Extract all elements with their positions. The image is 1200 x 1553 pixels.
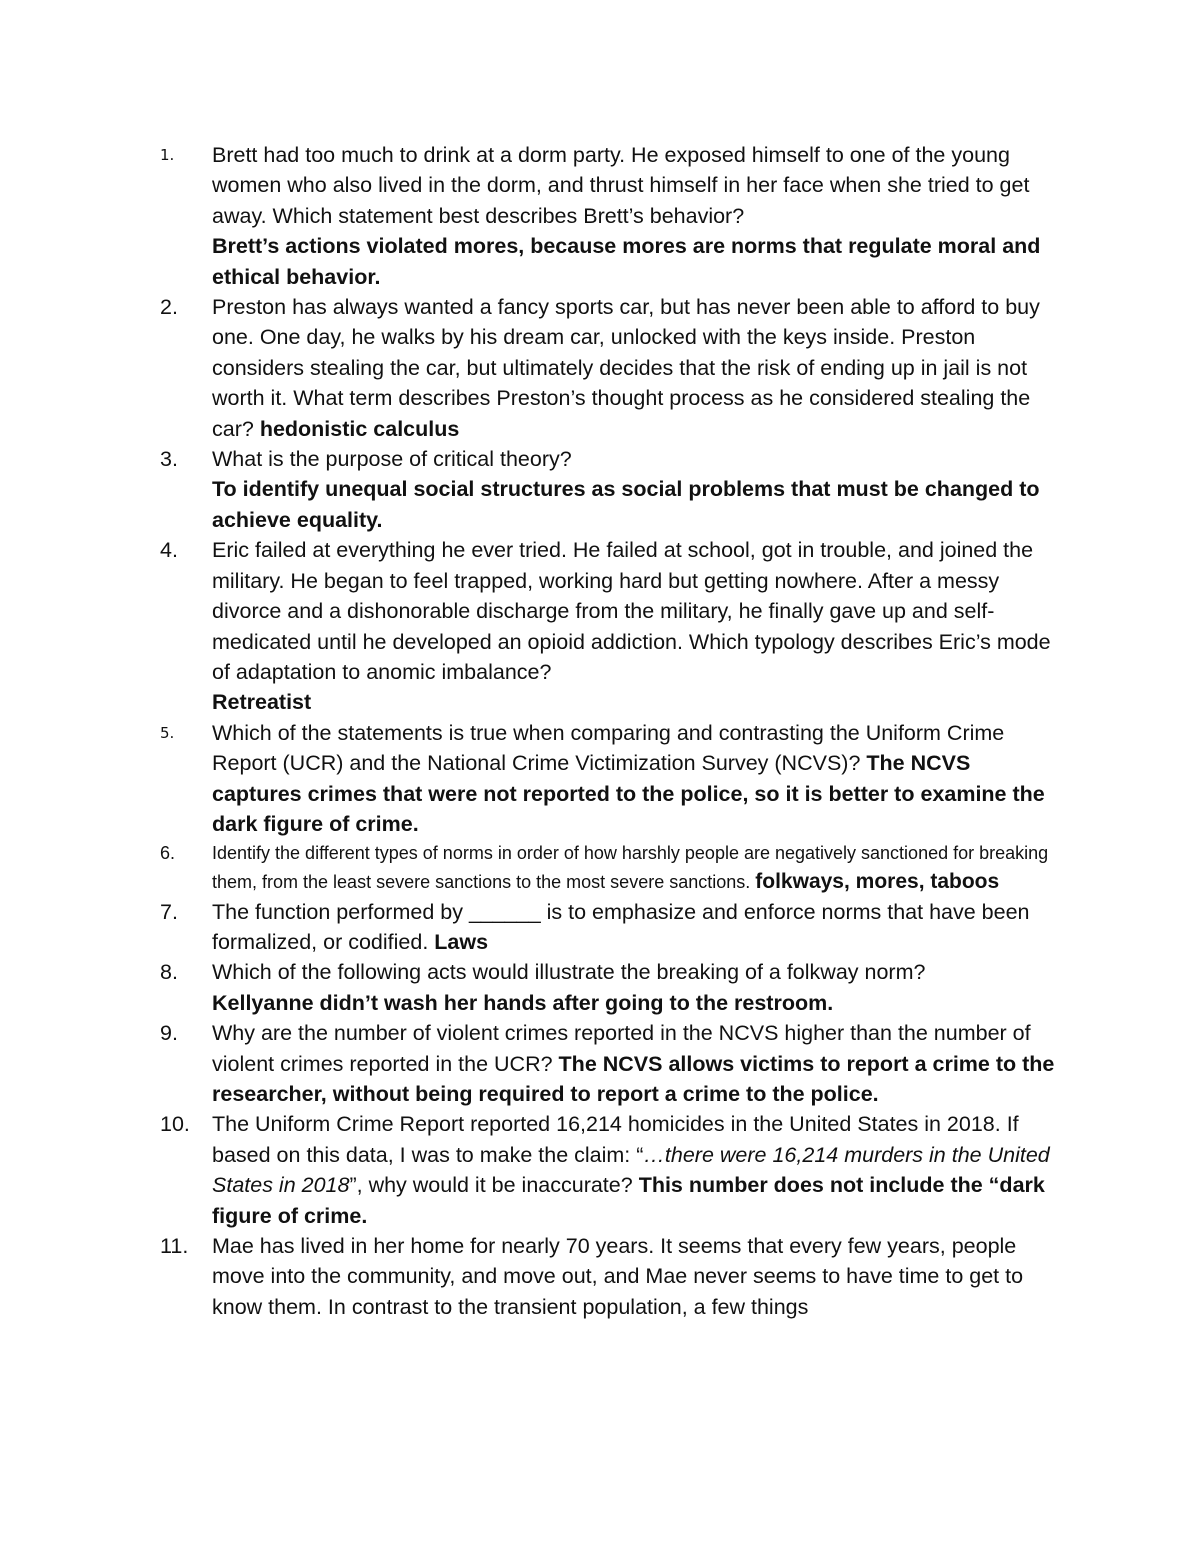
answer-text: Brett’s actions violated mores, because mores are norms that regulate moral and ethical behavior. [212,234,1041,289]
question-number: 4. [160,538,178,563]
answer-text: hedonistic calculus [259,416,460,441]
question-text: Which of the following acts would illustrate the breaking of a folkway norm? [212,960,926,985]
question-number: 1. [160,146,175,164]
question-quote: …there were 16,214 murders in the United States in 2018 [212,1142,1050,1198]
question-item-2 [160,292,1060,444]
question-item-10 [160,1109,1060,1231]
question-text: Identify the different types of norms in order of how harshly people are negatively sanctioned for breaking them, from the least severe sanctions to the most severe sanctions. [212,843,1049,892]
question-text: Eric failed at everything he ever tried. He failed at school, got in trouble, and joined the military. He began to feel trapped, working hard but getting nowhere. After a messy divorce and a dishonorable discharge from the military, he finally gave up and self-medicated until he developed an opioid addiction. Which typology describes Eric’s mode of adaptation to anomic imbalance? [212,538,1051,684]
question-text: The function performed by ______ is to emphasize and enforce norms that have been formalized, or codified. [212,899,1030,954]
answer-text: Laws [434,929,489,954]
question-item-9 [160,1018,1060,1109]
question-number: 7. [160,899,178,924]
question-number: 3. [160,447,178,472]
answer-text: To identify unequal social structures as social problems that must be changed to achieve equality. [212,477,1040,532]
question-number: 8. [160,960,178,985]
question-number: 10. [160,1112,190,1137]
question-number: 9. [160,1021,178,1046]
question-text: Brett had too much to drink at a dorm party. He exposed himself to one of the young women who also lived in the dorm, and thrust himself in her face when she tried to get away. Which statement best describes Brett’s behavior? [212,143,1030,228]
question-item-6 [160,839,1060,896]
question-item-4 [160,535,1060,717]
answer-text: This number does not include the “dark figure of crime. [212,1173,1045,1228]
answer-text: The NCVS allows victims to report a crime to the researcher, without being required to report a crime to the police. [212,1051,1055,1106]
question-text: Mae has lived in her home for nearly 70 years. It seems that every few years, people move into the community, and move out, and Mae never seems to have time to get to know them. In contrast to the transient population, a few things [212,1234,1024,1319]
question-number: 2. [160,295,178,320]
answer-text: folkways, mores, taboos [755,869,1000,893]
question-text-after: ”, why would it be inaccurate? [349,1173,633,1198]
answer-text: Kellyanne didn’t wash her hands after going to the restroom. [212,990,834,1015]
question-item-1 [160,140,1060,292]
question-item-11 [160,1231,1060,1322]
question-item-5 [160,718,1060,840]
question-item-8 [160,957,1060,1018]
answer-text: The NCVS captures crimes that were not reported to the police, so it is better to examine the dark figure of crime. [212,751,1045,836]
question-text: What is the purpose of critical theory? [212,447,572,472]
question-text: Why are the number of violent crimes reported in the NCVS higher than the number of violent crimes reported in the UCR? [212,1021,1031,1076]
question-text: Preston has always wanted a fancy sports car, but has never been able to afford to buy one. One day, he walks by his dream car, unlocked with the keys inside. Preston considers stealing the car, but ultimately decides that the risk of ending up in jail is not worth it. What term describes Preston’s thought process as he considered stealing the car? [212,295,1040,441]
question-item-7 [160,897,1060,958]
question-text: Which of the statements is true when comparing and contrasting the Uniform Crime Report (UCR) and the National Crime Victimization Survey (NCVS)? [212,720,1005,776]
question-list [160,140,1060,1322]
question-number: 6. [160,843,176,864]
question-item-3 [160,444,1060,535]
question-number: 5. [160,723,175,742]
answer-text: Retreatist [212,690,312,715]
question-text-before: The Uniform Crime Report reported 16,214 homicides in the United States in 2018. If based on this data, I was to make the claim: “ [212,1112,1019,1167]
question-number: 11. [160,1234,189,1258]
